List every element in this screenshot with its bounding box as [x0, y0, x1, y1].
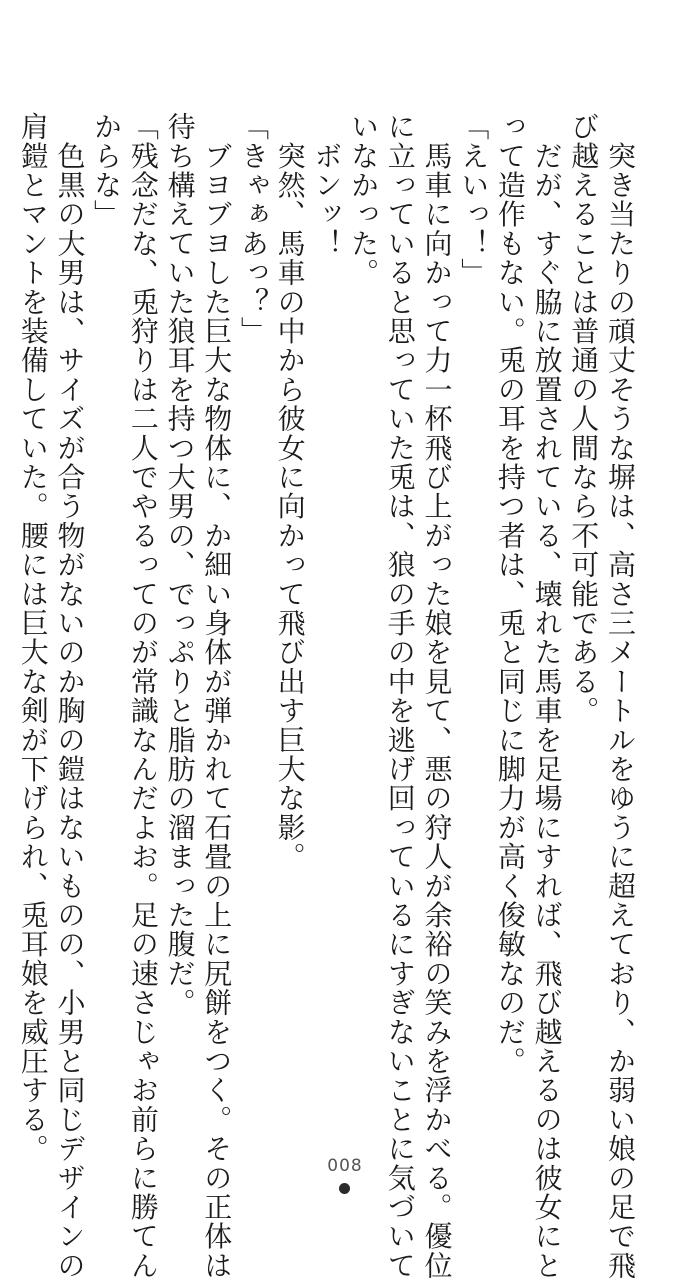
text-line: って造作もない。兎の耳を持つ者は、兎と同じに脚力が高く俊敏なのだ。 [493, 112, 527, 1076]
text-line: び越えることは普通の人間なら不可能である。 [567, 112, 601, 726]
text-line: 「残念だな、兎狩りは二人でやるってのが常識なんだよお。足の速さじゃお前らに勝てん [126, 112, 160, 1280]
text-line: ボンッ！ [310, 112, 344, 258]
text-line: だが、すぐ脇に放置されている、壊れた馬車を足場にすれば、飛び越えるのは彼女にと [530, 112, 564, 1280]
text-line: いなかった。 [347, 112, 381, 288]
text-line: 突き当たりの頑丈そうな塀は、高さ三メートルをゆうに超えており、か弱い娘の足で飛 [604, 112, 637, 1280]
page-number: 008 [327, 1156, 363, 1176]
text-line: ブヨブヨした巨大な物体に、か細い身体が弾かれて石畳の上に尻餅をつく。その正体は [200, 112, 234, 1280]
text-line: 「えいっ！」 [457, 112, 491, 288]
text-line: 肩鎧とマントを装備していた。腰には巨大な剣が下げられ、兎耳娘を威圧する。 [16, 112, 50, 1164]
text-line: 待ち構えていた狼耳を持つ大男の、でっぷりと脂肪の溜まった腹だ。 [163, 112, 197, 1018]
page-marker-dot [339, 1183, 350, 1194]
text-line: 「きゃぁあっ？」 [236, 112, 270, 346]
text-line: に立っていると思っていた兎は、狼の手の中を逃げ回っているにすぎないことに気づいて [383, 112, 417, 1280]
text-line: からな」 [90, 112, 124, 229]
text-line: 色黒の大男は、サイズが合う物がないのか胸の鎧はないものの、小男と同じデザインの [53, 112, 87, 1280]
text-line: 馬車に向かって力一杯飛び上がった娘を見て、悪の狩人が余裕の笑みを浮かべる。優位 [420, 112, 454, 1280]
text-line: 突然、馬車の中から彼女に向かって飛び出す巨大な影。 [273, 112, 307, 872]
